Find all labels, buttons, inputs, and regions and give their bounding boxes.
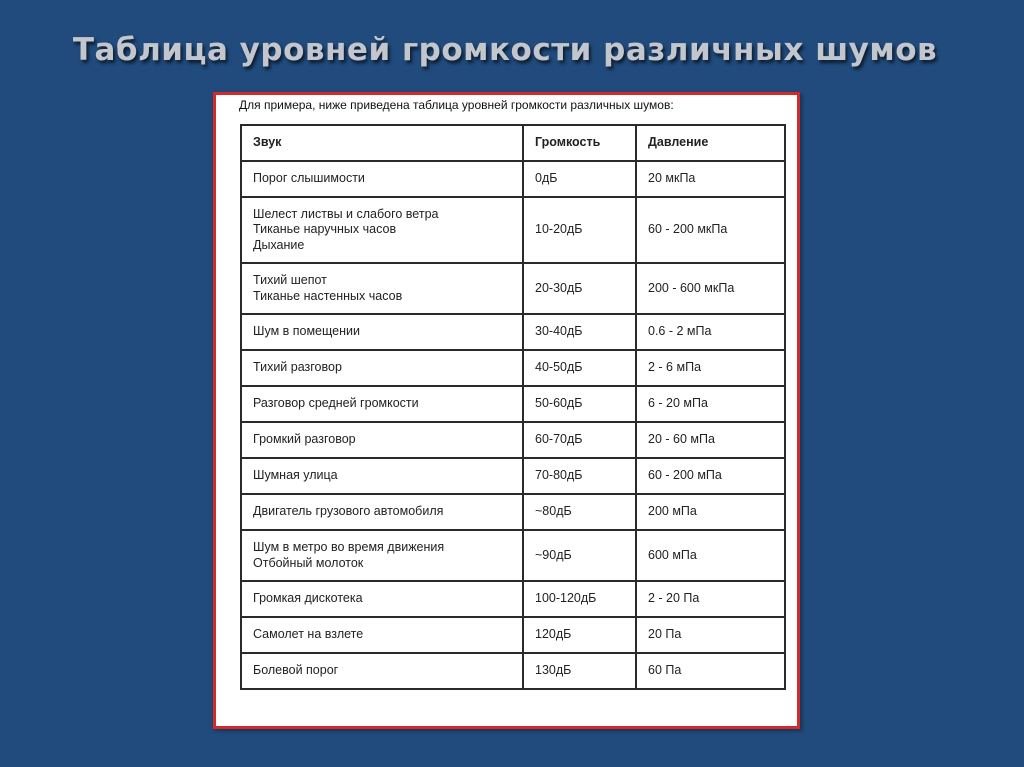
table-image-frame <box>213 92 800 729</box>
pressure-cell: 2 - 20 Па <box>636 581 785 617</box>
table-row <box>241 314 785 350</box>
sound-line: Тихий шепот <box>253 273 327 287</box>
header-pressure: Давление <box>636 125 785 161</box>
sound-line: Шум в помещении <box>253 324 360 339</box>
pressure-cell: 20 - 60 мПа <box>636 422 785 458</box>
table-row <box>241 617 785 653</box>
volume-cell: ~80дБ <box>523 494 636 530</box>
sound-line: Громкая дискотека <box>253 591 363 606</box>
sound-cell <box>241 314 523 350</box>
pressure-cell: 600 мПа <box>636 530 785 581</box>
table-row <box>241 161 785 197</box>
table-header-row <box>241 125 785 161</box>
pressure-cell: 60 - 200 мкПа <box>636 197 785 263</box>
volume-cell: 10-20дБ <box>523 197 636 263</box>
sound-line: Шелест листвы и слабого ветра <box>253 206 439 221</box>
sound-cell <box>241 617 523 653</box>
pressure-cell: 2 - 6 мПа <box>636 350 785 386</box>
noise-level-table <box>240 124 786 690</box>
sound-cell <box>241 263 523 314</box>
sound-cell <box>241 530 523 581</box>
pressure-cell: 60 Па <box>636 653 785 689</box>
sound-line: Порог слышимости <box>253 171 365 186</box>
sound-line: Двигатель грузового автомобиля <box>253 504 444 519</box>
volume-cell: 60-70дБ <box>523 422 636 458</box>
sound-cell <box>241 653 523 689</box>
volume-cell: 120дБ <box>523 617 636 653</box>
sound-line: Самолет на взлете <box>253 627 364 642</box>
sound-line: Громкий разговор <box>253 432 356 447</box>
volume-cell: 70-80дБ <box>523 458 636 494</box>
sound-cell <box>241 494 523 530</box>
volume-cell: 30-40дБ <box>523 314 636 350</box>
sound-line: Дыхание <box>253 237 305 252</box>
sound-line: Шумная улица <box>253 468 338 483</box>
table-row <box>241 263 785 314</box>
sound-cell <box>241 161 523 197</box>
sound-cell <box>241 581 523 617</box>
table-row <box>241 386 785 422</box>
pressure-cell: 20 мкПа <box>636 161 785 197</box>
table-row <box>241 530 785 581</box>
table-row <box>241 422 785 458</box>
volume-cell: 130дБ <box>523 653 636 689</box>
volume-cell: 20-30дБ <box>523 263 636 314</box>
sound-line: Шум в метро во время движения <box>253 540 445 554</box>
sound-line: Разговор средней громкости <box>253 396 419 411</box>
sound-cell <box>241 197 523 263</box>
pressure-cell: 60 - 200 мПа <box>636 458 785 494</box>
table-row <box>241 653 785 689</box>
volume-cell: 50-60дБ <box>523 386 636 422</box>
volume-cell: 40-50дБ <box>523 350 636 386</box>
header-sound: Звук <box>241 125 523 161</box>
pressure-cell: 6 - 20 мПа <box>636 386 785 422</box>
header-volume: Громкость <box>523 125 636 161</box>
intro-text: Для примера, ниже приведена таблица уровней громкости различных шумов: <box>239 98 674 112</box>
volume-cell: 0дБ <box>523 161 636 197</box>
sound-line: Тиканье настенных часов <box>253 288 403 303</box>
table-row <box>241 197 785 263</box>
pressure-cell: 200 - 600 мкПа <box>636 263 785 314</box>
sound-cell <box>241 386 523 422</box>
table-row <box>241 581 785 617</box>
sound-cell <box>241 422 523 458</box>
sound-line: Тихий разговор <box>253 360 342 375</box>
pressure-cell: 0.6 - 2 мПа <box>636 314 785 350</box>
table-row <box>241 458 785 494</box>
slide-title: Таблица уровней громкости различных шумов <box>72 32 938 68</box>
sound-cell <box>241 458 523 494</box>
volume-cell: 100-120дБ <box>523 581 636 617</box>
volume-cell: ~90дБ <box>523 530 636 581</box>
sound-line: Болевой порог <box>253 663 339 678</box>
table-row <box>241 350 785 386</box>
sound-line: Отбойный молоток <box>253 555 364 570</box>
sound-line: Тиканье наручных часов <box>253 222 397 237</box>
table-row <box>241 494 785 530</box>
pressure-cell: 20 Па <box>636 617 785 653</box>
pressure-cell: 200 мПа <box>636 494 785 530</box>
sound-cell <box>241 350 523 386</box>
